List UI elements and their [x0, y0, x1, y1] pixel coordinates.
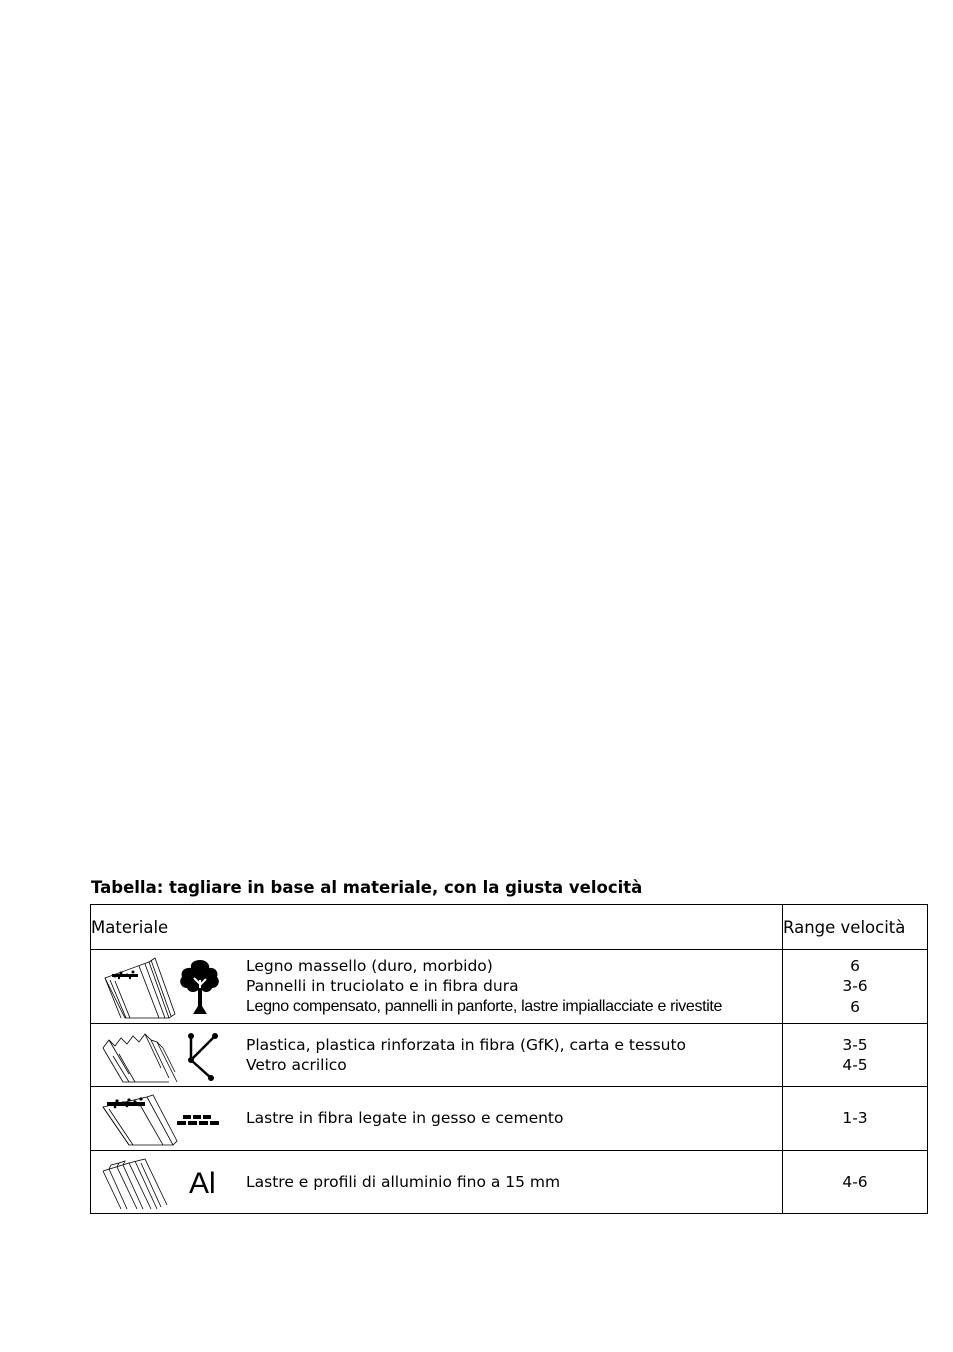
speed-cell — [783, 1024, 928, 1087]
table-row-fiber-board — [91, 1087, 928, 1151]
table-row-plastic — [91, 1024, 928, 1087]
material-line: Vetro acrilico — [246, 1056, 347, 1074]
speed-value: 3-6 — [842, 977, 868, 996]
material-cell — [91, 1087, 783, 1151]
plastic-k-icon — [185, 1032, 221, 1082]
material-line: Legno compensato, pannelli in panforte, lastre impiallacciate e rivestite — [246, 997, 723, 1015]
brick-icon — [175, 1113, 221, 1129]
header-material: Materiale — [91, 905, 783, 950]
material-cell — [91, 1024, 783, 1087]
header-speed-range: Range velocità — [783, 905, 928, 950]
speed-value: 3-5 — [842, 1035, 868, 1054]
speed-value: 6 — [850, 997, 860, 1016]
speed-cell — [783, 1151, 928, 1214]
material-cell — [91, 950, 783, 1024]
plastic-sheet-icon — [99, 1028, 179, 1084]
aluminium-profile-icon — [99, 1155, 179, 1211]
fiber-board-icon — [99, 1091, 179, 1147]
speed-cell — [783, 1087, 928, 1151]
material-line: Lastre in fibra legate in gesso e cemento — [246, 1109, 564, 1128]
table-row-wood — [91, 950, 928, 1024]
table-row-aluminium — [91, 1151, 928, 1214]
speed-cell — [783, 950, 928, 1024]
material-line: Lastre e profili di alluminio fino a 15 mm — [246, 1172, 561, 1191]
tree-icon — [179, 958, 221, 1016]
material-line: Legno massello (duro, morbido) — [246, 956, 493, 975]
material-speed-table — [90, 904, 928, 1214]
speed-value: 1-3 — [842, 1109, 868, 1128]
material-line: Pannelli in truciolato e in fibra dura — [246, 977, 519, 996]
material-cell — [91, 1151, 783, 1214]
speed-value: 4-6 — [842, 1172, 868, 1191]
material-line: Plastica, plastica rinforzata in fibra (GfK), carta e tessuto — [246, 1035, 687, 1054]
table-title: Tabella: tagliare in base al materiale, con la giusta velocità — [91, 878, 643, 897]
table-header-row — [91, 905, 928, 950]
aluminium-symbol: Al — [189, 1167, 216, 1200]
speed-value: 6 — [850, 956, 860, 975]
speed-value: 4-5 — [842, 1056, 868, 1074]
